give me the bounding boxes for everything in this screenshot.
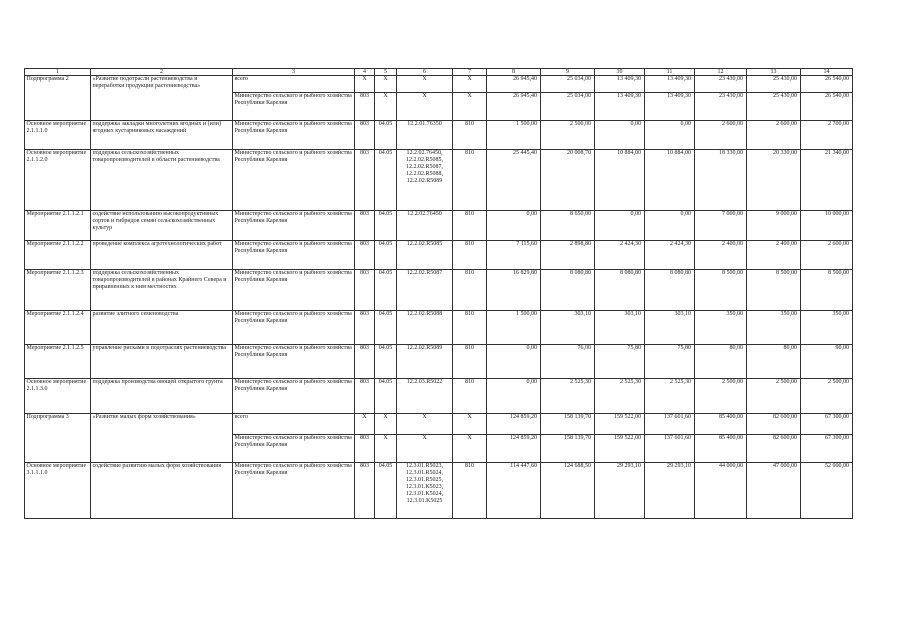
target-code-line: 12.2.02.R5089 bbox=[406, 178, 443, 184]
executor-cell: всего bbox=[233, 76, 355, 93]
target-code-line: 12.2.02.R5088, bbox=[405, 171, 443, 177]
row-label-cell: Мероприятие 2.1.1.2.2 bbox=[25, 241, 91, 270]
amount-cell: 10 884,00 bbox=[595, 150, 645, 211]
amount-cell: 7 115,60 bbox=[487, 241, 541, 270]
row-name-cell: «Развитие малых форм хозяйствования» bbox=[91, 414, 233, 463]
table-row bbox=[25, 379, 853, 414]
amount-cell: 8 650,00 bbox=[541, 211, 595, 241]
amount-cell: 159 522,00 bbox=[595, 435, 645, 463]
ministry-code-cell: 803 bbox=[355, 270, 375, 311]
row-name-cell: содействие развитию малых форм хозяйствования bbox=[91, 463, 233, 519]
target-code-line: 12.2.03.R5022 bbox=[406, 379, 443, 385]
header-row bbox=[25, 69, 853, 76]
amount-cell: 23 430,00 bbox=[695, 76, 747, 93]
row-name-cell: содействие использованию высокопродуктивных сортов и гибридов семян сельскохозяйственных культур bbox=[91, 211, 233, 241]
target-code-line: Х bbox=[422, 76, 427, 82]
amount-cell: 137 601,60 bbox=[645, 414, 695, 435]
row-label-cell: Мероприятие 2.1.1.2.5 bbox=[25, 345, 91, 379]
target-code-line: 12.3.01.K5024, bbox=[405, 491, 444, 497]
row-label-cell: Мероприятие 2.1.1.2.3 bbox=[25, 270, 91, 311]
amount-cell: 114 447,60 bbox=[487, 463, 541, 519]
amount-cell: 158 139,70 bbox=[541, 414, 595, 435]
target-code-line: 12.2.02.76450 bbox=[407, 211, 442, 217]
target-code-line: 12.2.02.R5087, bbox=[405, 164, 443, 170]
target-code-cell bbox=[397, 241, 453, 270]
target-code-line: 12.2.02.R5088 bbox=[406, 311, 443, 317]
amount-cell: 350,00 bbox=[747, 311, 801, 345]
amount-cell: 1 500,00 bbox=[487, 311, 541, 345]
amount-cell: 2 600,00 bbox=[801, 241, 853, 270]
amount-cell: 0,00 bbox=[595, 211, 645, 241]
amount-cell: 159 522,00 bbox=[595, 414, 645, 435]
ministry-code-cell: 803 bbox=[355, 435, 375, 463]
amount-cell: 8 500,00 bbox=[695, 270, 747, 311]
expense-type-cell: Х bbox=[453, 76, 487, 93]
executor-cell: Министерство сельского и рыбного хозяйства Республики Карелия bbox=[233, 463, 355, 519]
table-row bbox=[25, 414, 853, 435]
amount-cell: 20 008,70 bbox=[541, 150, 595, 211]
ministry-code-cell: Х bbox=[355, 414, 375, 435]
amount-cell: 8 080,80 bbox=[595, 270, 645, 311]
target-code-line: 12.2.02.R5087 bbox=[406, 270, 443, 276]
amount-cell: 52 000,00 bbox=[801, 463, 853, 519]
target-code-line: 12.3.01.R5025, bbox=[405, 477, 443, 483]
target-code-line: Х bbox=[422, 93, 427, 99]
section-code-cell: 04.05 bbox=[375, 270, 397, 311]
target-code-cell bbox=[397, 270, 453, 311]
amount-cell: 44 000,00 bbox=[695, 463, 747, 519]
amount-cell: 0,00 bbox=[645, 211, 695, 241]
target-code-line: 12.3.01.K5023, bbox=[405, 484, 444, 490]
amount-cell: 2 500,00 bbox=[695, 379, 747, 414]
amount-cell: 13 409,30 bbox=[595, 76, 645, 93]
amount-cell: 0,00 bbox=[487, 345, 541, 379]
amount-cell: 13 409,30 bbox=[645, 76, 695, 93]
amount-cell: 7 000,00 bbox=[695, 211, 747, 241]
header-cell: 2 bbox=[91, 69, 233, 76]
amount-cell: 0,00 bbox=[645, 121, 695, 150]
section-code-cell: 04.05 bbox=[375, 241, 397, 270]
amount-cell: 8 500,00 bbox=[801, 270, 853, 311]
target-code-line: Х bbox=[422, 414, 427, 420]
section-code-cell: 04.05 bbox=[375, 311, 397, 345]
table-row bbox=[25, 241, 853, 270]
amount-cell: 25 430,00 bbox=[747, 76, 801, 93]
amount-cell: 303,10 bbox=[541, 311, 595, 345]
executor-cell: Министерство сельского и рыбного хозяйства Республики Карелия bbox=[233, 150, 355, 211]
target-code-cell bbox=[397, 414, 453, 435]
ministry-code-cell: 803 bbox=[355, 379, 375, 414]
target-code-line: 12.3.01.R5023, bbox=[405, 463, 443, 469]
target-code-line: 12.2.02.76450, bbox=[406, 150, 443, 156]
amount-cell: 9 000,00 bbox=[747, 211, 801, 241]
table-row bbox=[25, 463, 853, 519]
row-label-cell: Мероприятие 2.1.1.2.4 bbox=[25, 311, 91, 345]
target-code-cell bbox=[397, 93, 453, 121]
target-code-cell bbox=[397, 311, 453, 345]
amount-cell: 13 409,30 bbox=[595, 93, 645, 121]
amount-cell: 2 898,80 bbox=[541, 241, 595, 270]
expense-type-cell: Х bbox=[453, 414, 487, 435]
executor-cell: Министерство сельского и рыбного хозяйства Республики Карелия bbox=[233, 379, 355, 414]
amount-cell: 8 080,80 bbox=[541, 270, 595, 311]
target-code-cell bbox=[397, 379, 453, 414]
table-row bbox=[25, 121, 853, 150]
row-label-cell: Подпрограмма 2 bbox=[25, 76, 91, 121]
expense-type-cell: Х bbox=[453, 93, 487, 121]
amount-cell: 21 340,00 bbox=[801, 150, 853, 211]
row-label-cell: Мероприятие 2.1.1.2.1 bbox=[25, 211, 91, 241]
expense-type-cell: 810 bbox=[453, 241, 487, 270]
expense-type-cell: Х bbox=[453, 435, 487, 463]
expense-type-cell: 810 bbox=[453, 379, 487, 414]
amount-cell: 2 424,30 bbox=[645, 241, 695, 270]
executor-cell: Министерство сельского и рыбного хозяйства Республики Карелия bbox=[233, 270, 355, 311]
target-code-line: Х bbox=[422, 435, 427, 441]
target-code-cell bbox=[397, 435, 453, 463]
table-row bbox=[25, 150, 853, 211]
amount-cell: 350,00 bbox=[801, 311, 853, 345]
amount-cell: 76,00 bbox=[541, 345, 595, 379]
ministry-code-cell: 803 bbox=[355, 311, 375, 345]
row-name-cell: поддержка сельскохозяйственных товаропроизводителей в районах Крайнего Севера и приравненных к ним местностях bbox=[91, 270, 233, 311]
executor-cell: Министерство сельского и рыбного хозяйства Республики Карелия bbox=[233, 93, 355, 121]
row-label-cell: Подпрограмма 3 bbox=[25, 414, 91, 463]
amount-cell: 8 080,80 bbox=[645, 270, 695, 311]
expense-type-cell: 810 bbox=[453, 150, 487, 211]
executor-cell: Министерство сельского и рыбного хозяйства Республики Карелия bbox=[233, 211, 355, 241]
amount-cell: 29 293,10 bbox=[645, 463, 695, 519]
ministry-code-cell: 803 bbox=[355, 211, 375, 241]
amount-cell: 80,00 bbox=[695, 345, 747, 379]
amount-cell: 2 500,00 bbox=[541, 121, 595, 150]
row-name-cell: поддержка закладки многолетних ягодных и (или) ягодных кустарниковых насаждений bbox=[91, 121, 233, 150]
amount-cell: 75,80 bbox=[645, 345, 695, 379]
section-code-cell: 04.05 bbox=[375, 463, 397, 519]
expense-type-cell: 810 bbox=[453, 211, 487, 241]
target-code-cell bbox=[397, 345, 453, 379]
budget-table bbox=[24, 68, 853, 519]
amount-cell: 75,80 bbox=[595, 345, 645, 379]
target-code-line: 12.2.02.R5089 bbox=[406, 345, 443, 351]
amount-cell: 47 000,00 bbox=[747, 463, 801, 519]
executor-cell: Министерство сельского и рыбного хозяйства Республики Карелия bbox=[233, 311, 355, 345]
ministry-code-cell: 803 bbox=[355, 121, 375, 150]
section-code-cell: 04.05 bbox=[375, 121, 397, 150]
section-code-cell: 04.05 bbox=[375, 150, 397, 211]
row-name-cell: управление рисками в подотраслях растениеводства bbox=[91, 345, 233, 379]
table-row bbox=[25, 76, 853, 93]
ministry-code-cell: 803 bbox=[355, 93, 375, 121]
row-label-cell: Основное мероприятие 2.1.1.1.0 bbox=[25, 121, 91, 150]
amount-cell: 350,00 bbox=[695, 311, 747, 345]
section-code-cell: Х bbox=[375, 414, 397, 435]
ministry-code-cell: 803 bbox=[355, 241, 375, 270]
expense-type-cell: 810 bbox=[453, 463, 487, 519]
amount-cell: 26 945,40 bbox=[487, 76, 541, 93]
executor-cell: всего bbox=[233, 414, 355, 435]
table-row bbox=[25, 345, 853, 379]
amount-cell: 67 300,00 bbox=[801, 435, 853, 463]
target-code-cell bbox=[397, 463, 453, 519]
amount-cell: 0,00 bbox=[595, 121, 645, 150]
row-label-cell: Основное мероприятие 2.1.1.3.0 bbox=[25, 379, 91, 414]
amount-cell: 16 829,80 bbox=[487, 270, 541, 311]
amount-cell: 25 445,40 bbox=[487, 150, 541, 211]
table-body bbox=[25, 76, 853, 519]
header-cell: 12 bbox=[695, 69, 747, 76]
section-code-cell: 04.05 bbox=[375, 211, 397, 241]
amount-cell: 80,00 bbox=[747, 345, 801, 379]
amount-cell: 20 330,00 bbox=[747, 150, 801, 211]
table-row bbox=[25, 270, 853, 311]
header-cell: 8 bbox=[487, 69, 541, 76]
target-code-line: 12.3.01.K5025 bbox=[406, 498, 443, 504]
amount-cell: 25 430,00 bbox=[747, 93, 801, 121]
row-label-cell: Основное мероприятие 3.1.1.1.0 bbox=[25, 463, 91, 519]
amount-cell: 82 600,00 bbox=[747, 414, 801, 435]
amount-cell: 29 293,10 bbox=[595, 463, 645, 519]
target-code-cell bbox=[397, 121, 453, 150]
row-name-cell: «Развитие подотрасли растениеводства и переработки продукции растениеводства» bbox=[91, 76, 233, 121]
amount-cell: 2 600,00 bbox=[695, 121, 747, 150]
target-code-cell bbox=[397, 150, 453, 211]
amount-cell: 23 430,00 bbox=[695, 93, 747, 121]
amount-cell: 2 500,00 bbox=[801, 379, 853, 414]
header-cell: 6 bbox=[397, 69, 453, 76]
amount-cell: 82 600,00 bbox=[747, 435, 801, 463]
amount-cell: 25 034,00 bbox=[541, 76, 595, 93]
amount-cell: 18 330,00 bbox=[695, 150, 747, 211]
amount-cell: 85 400,00 bbox=[695, 414, 747, 435]
amount-cell: 2 700,00 bbox=[801, 121, 853, 150]
amount-cell: 10 000,00 bbox=[801, 211, 853, 241]
header-cell: 3 bbox=[233, 69, 355, 76]
amount-cell: 90,00 bbox=[801, 345, 853, 379]
header-cell: 4 bbox=[355, 69, 375, 76]
target-code-line: 12.2.02.R5085 bbox=[406, 241, 443, 247]
target-code-cell bbox=[397, 211, 453, 241]
amount-cell: 303,10 bbox=[645, 311, 695, 345]
amount-cell: 8 500,00 bbox=[747, 270, 801, 311]
executor-cell: Министерство сельского и рыбного хозяйства Республики Карелия bbox=[233, 435, 355, 463]
amount-cell: 2 600,00 bbox=[747, 121, 801, 150]
amount-cell: 2 525,30 bbox=[645, 379, 695, 414]
amount-cell: 67 300,00 bbox=[801, 414, 853, 435]
header-cell: 5 bbox=[375, 69, 397, 76]
ministry-code-cell: Х bbox=[355, 76, 375, 93]
executor-cell: Министерство сельского и рыбного хозяйства Республики Карелия bbox=[233, 345, 355, 379]
header-cell: 9 bbox=[541, 69, 595, 76]
amount-cell: 10 884,00 bbox=[645, 150, 695, 211]
amount-cell: 2 525,30 bbox=[541, 379, 595, 414]
amount-cell: 2 400,00 bbox=[695, 241, 747, 270]
amount-cell: 25 034,00 bbox=[541, 93, 595, 121]
amount-cell: 2 424,30 bbox=[595, 241, 645, 270]
amount-cell: 124 859,20 bbox=[487, 414, 541, 435]
section-code-cell: Х bbox=[375, 76, 397, 93]
amount-cell: 26 540,00 bbox=[801, 93, 853, 121]
amount-cell: 26 945,40 bbox=[487, 93, 541, 121]
amount-cell: 2 525,30 bbox=[595, 379, 645, 414]
header-cell: 11 bbox=[645, 69, 695, 76]
section-code-cell: 04.05 bbox=[375, 379, 397, 414]
executor-cell: Министерство сельского и рыбного хозяйства Республики Карелия bbox=[233, 241, 355, 270]
amount-cell: 124 859,20 bbox=[487, 435, 541, 463]
header-cell: 10 bbox=[595, 69, 645, 76]
header-cell: 7 bbox=[453, 69, 487, 76]
row-name-cell: развитие элитного семеноводства bbox=[91, 311, 233, 345]
table-row bbox=[25, 311, 853, 345]
amount-cell: 158 139,70 bbox=[541, 435, 595, 463]
amount-cell: 85 400,00 bbox=[695, 435, 747, 463]
amount-cell: 0,00 bbox=[487, 379, 541, 414]
section-code-cell: Х bbox=[375, 435, 397, 463]
section-code-cell: 04.05 bbox=[375, 345, 397, 379]
ministry-code-cell: 803 bbox=[355, 463, 375, 519]
amount-cell: 1 500,00 bbox=[487, 121, 541, 150]
amount-cell: 0,00 bbox=[487, 211, 541, 241]
target-code-line: 12.2.02.R5085, bbox=[405, 157, 443, 163]
section-code-cell: Х bbox=[375, 93, 397, 121]
amount-cell: 2 400,00 bbox=[747, 241, 801, 270]
amount-cell: 2 500,00 bbox=[747, 379, 801, 414]
expense-type-cell: 810 bbox=[453, 345, 487, 379]
ministry-code-cell: 803 bbox=[355, 150, 375, 211]
expense-type-cell: 810 bbox=[453, 121, 487, 150]
header-cell: 14 bbox=[801, 69, 853, 76]
row-name-cell: поддержка сельскохозяйственных товаропроизводителей в области растениеводства bbox=[91, 150, 233, 211]
amount-cell: 124 688,50 bbox=[541, 463, 595, 519]
row-name-cell: поддержка производства овощей открытого грунта bbox=[91, 379, 233, 414]
amount-cell: 13 409,30 bbox=[645, 93, 695, 121]
header-cell: 13 bbox=[747, 69, 801, 76]
header-cell: 1 bbox=[25, 69, 91, 76]
target-code-cell bbox=[397, 76, 453, 93]
expense-type-cell: 810 bbox=[453, 311, 487, 345]
amount-cell: 26 540,00 bbox=[801, 76, 853, 93]
executor-cell: Министерство сельского и рыбного хозяйства Республики Карелия bbox=[233, 121, 355, 150]
amount-cell: 137 601,60 bbox=[645, 435, 695, 463]
expense-type-cell: 810 bbox=[453, 270, 487, 311]
target-code-line: 12.3.01.R5024, bbox=[405, 470, 443, 476]
row-label-cell: Основное мероприятие 2.1.1.2.0 bbox=[25, 150, 91, 211]
amount-cell: 303,10 bbox=[595, 311, 645, 345]
table-row bbox=[25, 211, 853, 241]
ministry-code-cell: 803 bbox=[355, 345, 375, 379]
target-code-line: 12.2.01.76350 bbox=[407, 121, 442, 127]
row-name-cell: проведение комплекса агротехнологических работ bbox=[91, 241, 233, 270]
